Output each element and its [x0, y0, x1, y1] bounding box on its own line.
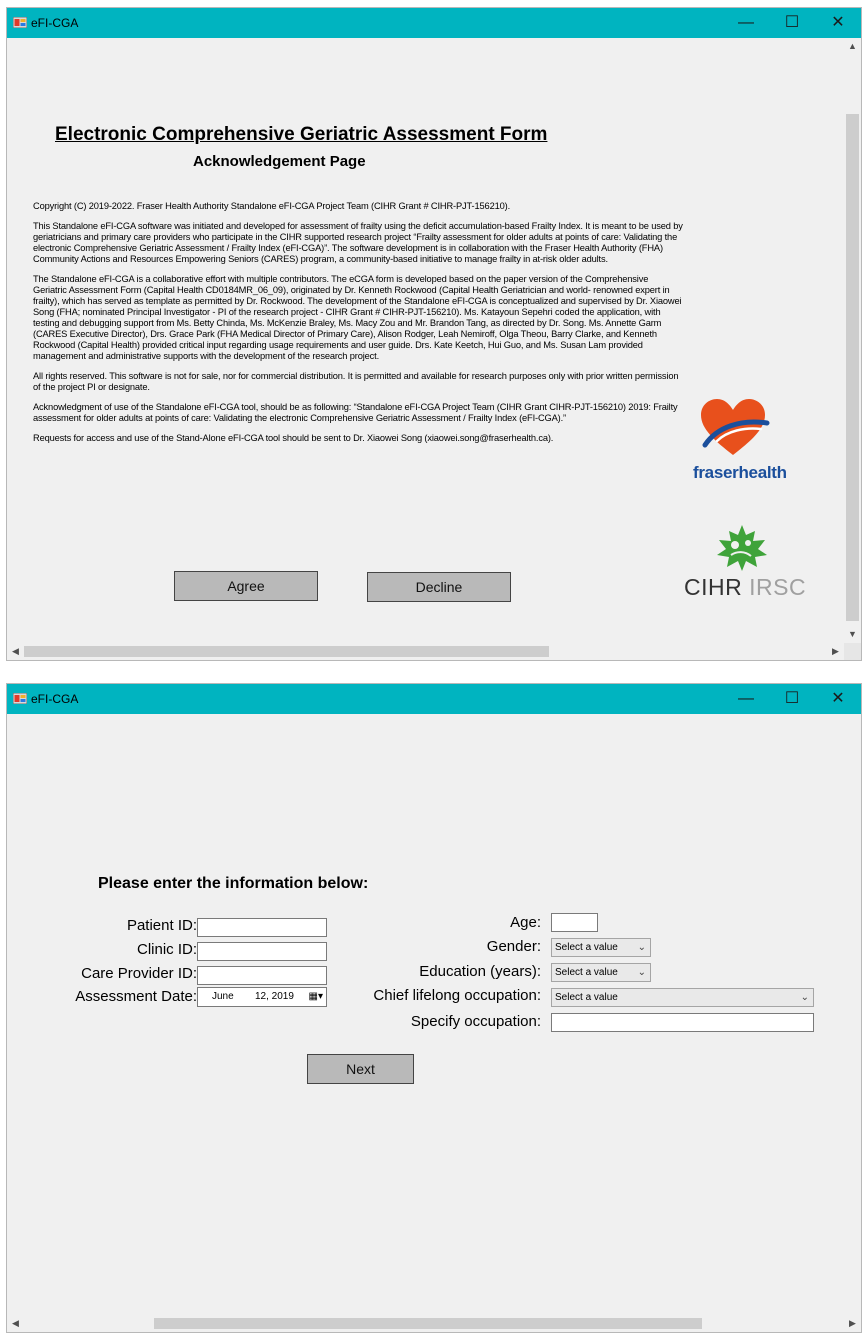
patient-info-window — [6, 683, 862, 1333]
gender-select[interactable] — [551, 938, 651, 957]
cihr-wordmark — [684, 574, 806, 601]
occupation-label: Chief lifelong occupation: — [373, 987, 541, 1004]
education-label: Education (years): — [419, 963, 541, 980]
chevron-down-icon: ⌄ — [637, 967, 646, 978]
cihr-label: CIHR — [684, 574, 743, 600]
scrollbar-corner — [844, 643, 861, 660]
scroll-left-icon[interactable]: ◀ — [12, 1318, 19, 1328]
fraserhealth-wordmark — [693, 463, 787, 483]
age-label: Age: — [510, 914, 541, 931]
maximize-icon[interactable]: ☐ — [784, 14, 800, 31]
irsc-label: IRSC — [749, 574, 807, 600]
vertical-scroll-thumb[interactable] — [846, 114, 859, 621]
decline-button[interactable]: Decline — [367, 572, 511, 602]
education-select[interactable] — [551, 963, 651, 982]
maximize-icon[interactable]: ☐ — [784, 690, 800, 707]
scroll-down-icon[interactable]: ▼ — [848, 629, 857, 639]
calendar-dropdown-icon[interactable]: ▦▾ — [308, 991, 323, 1002]
fraserhealth-wordmark-bold: health — [738, 463, 787, 482]
occupation-select[interactable] — [551, 988, 814, 1007]
contributors-paragraph: The Standalone eFI-CGA is a collaborative effort with multiple contributors. The eCGA form is developed based on the paper version of the Comprehensive Geriatric Assessment Form (Capital Health CD0184MR_06_09), originated by Dr. Kenneth Rockwood (Capital Health Geriatrician and world- renowned expert in frailty), which has served as template as permitted by Dr. Rockwood. The development of the Standalone eFI-CGA is conceptualized and supervised by Dr. Xiaowei Song (FHA; nominated Principal Investigator - PI of the research project - CIHR Grant # CIHR-PJT-156210). Ms. Katayoun Sepehri coded the application, with testing and debugging support from Ms. Betty Chinda, Ms. McKenzie Braley, Ms. Macy Zou and Mr. Brandon Tang, as directed by Dr. Song. Ms. Annette Garm (CARES Executive Director), Drs. Grace Park (FHA Medical Director of Primary Care), Alison Rodger, Leah Nemiroff, Olga Theou, Barry Clarke, and Kenneth Rockwood (Capital Health) provided critical input regarding usage requirements and user guide. Drs. Kate Keetch, Hui Guo, and Ms. Susan Lam provided management and administrative supports with the development of the research project. — [33, 274, 682, 361]
horizontal-scrollbar[interactable] — [7, 643, 844, 660]
horizontal-scrollbar[interactable] — [7, 1315, 861, 1332]
age-input[interactable] — [551, 913, 598, 932]
fraserhealth-wordmark-prefix: fraser — [693, 463, 739, 482]
scroll-right-icon[interactable]: ▶ — [832, 646, 839, 656]
window-title: eFI-CGA — [31, 692, 79, 706]
chevron-down-icon: ⌄ — [800, 992, 809, 1003]
care-provider-id-label: Care Provider ID: — [81, 965, 197, 982]
purpose-paragraph: This Standalone eFI-CGA software was initiated and developed for assessment of frailty using the deficit accumulation-based Frailty Index. It is meant to be used by geriatricians and primary care providers who participate in the CIHR supported research project “Frailty assessment for older adults at points of care: Validating the electronic Comprehensive Geriatric Assessment / Frailty Index (eFI-CGA)”. The software development is in collaboration with the Fraser Health Authority (FHA) Community Actions and Resources Empowering Seniors (CARES) program, a community-based initiative to manage frailty in at-risk older adults. — [33, 221, 683, 264]
close-icon[interactable]: ✕ — [831, 690, 845, 707]
page-title: Electronic Comprehensive Geriatric Assessment Form — [55, 124, 548, 145]
patient-id-label: Patient ID: — [126, 917, 197, 934]
horizontal-scroll-thumb[interactable] — [24, 646, 549, 657]
acknowledgement-text — [33, 201, 683, 453]
education-select-value: Select a value — [555, 967, 618, 978]
gender-label: Gender: — [486, 938, 541, 955]
close-icon[interactable]: ✕ — [831, 14, 845, 31]
scroll-left-icon[interactable]: ◀ — [12, 646, 19, 656]
patient-id-input[interactable] — [197, 918, 327, 937]
scroll-right-icon[interactable]: ▶ — [849, 1318, 856, 1328]
next-button[interactable]: Next — [307, 1054, 414, 1084]
acknowledgement-window — [6, 7, 862, 661]
clinic-id-label: Clinic ID: — [136, 941, 197, 958]
assessment-date-picker[interactable] — [197, 987, 327, 1007]
agree-button[interactable]: Agree — [174, 571, 318, 601]
rights-paragraph: All rights reserved. This software is not for sale, nor for commercial distribution. It is permitted and available for research purposes only with prior written permission of the project PI or designate. — [33, 371, 679, 392]
assessment-date-label: Assessment Date: — [75, 988, 197, 1005]
vertical-scrollbar[interactable] — [844, 38, 861, 643]
cihr-logo-icon — [713, 523, 771, 573]
fraserhealth-logo-icon — [695, 397, 771, 461]
app-icon — [13, 17, 27, 28]
care-provider-id-input[interactable] — [197, 966, 327, 985]
title-bar[interactable] — [7, 8, 861, 38]
specify-occupation-label: Specify occupation: — [410, 1013, 541, 1030]
occupation-select-value: Select a value — [555, 992, 618, 1003]
window-title: eFI-CGA — [31, 16, 79, 30]
app-icon — [13, 693, 27, 704]
page-subtitle: Acknowledgement Page — [193, 153, 366, 170]
minimize-icon[interactable]: — — [738, 14, 754, 31]
form-heading: Please enter the information below: — [98, 875, 369, 892]
date-day-year: 12, 2019 — [255, 991, 294, 1002]
minimize-icon[interactable]: — — [738, 690, 754, 707]
scroll-up-icon[interactable]: ▲ — [848, 41, 857, 51]
specify-occupation-input[interactable] — [551, 1013, 814, 1032]
gender-select-value: Select a value — [555, 942, 618, 953]
chevron-down-icon: ⌄ — [637, 942, 646, 953]
contact-paragraph: Requests for access and use of the Stand-Alone eFI-CGA tool should be sent to Dr. Xiaowei Song (xiaowei.song@fraserhealth.ca). — [33, 433, 554, 443]
date-month: June — [212, 991, 234, 1002]
citation-paragraph: Acknowledgment of use of the Standalone eFI-CGA tool, should be as following: “Standalone eFI-CGA Project Team (CIHR Grant CIHR-PJT-156210) 2019: Frailty assessment for older adults at points of care: Validating the electronic Comprehensive Geriatric Assessment / Frailty Index (eFI-CGA).” — [33, 402, 678, 423]
copyright-paragraph: Copyright (C) 2019-2022. Fraser Health Authority Standalone eFI-CGA Project Team (CIHR Grant # CIHR-PJT-156210). — [33, 201, 511, 211]
horizontal-scroll-thumb[interactable] — [154, 1318, 702, 1329]
clinic-id-input[interactable] — [197, 942, 327, 961]
title-bar[interactable] — [7, 684, 861, 714]
